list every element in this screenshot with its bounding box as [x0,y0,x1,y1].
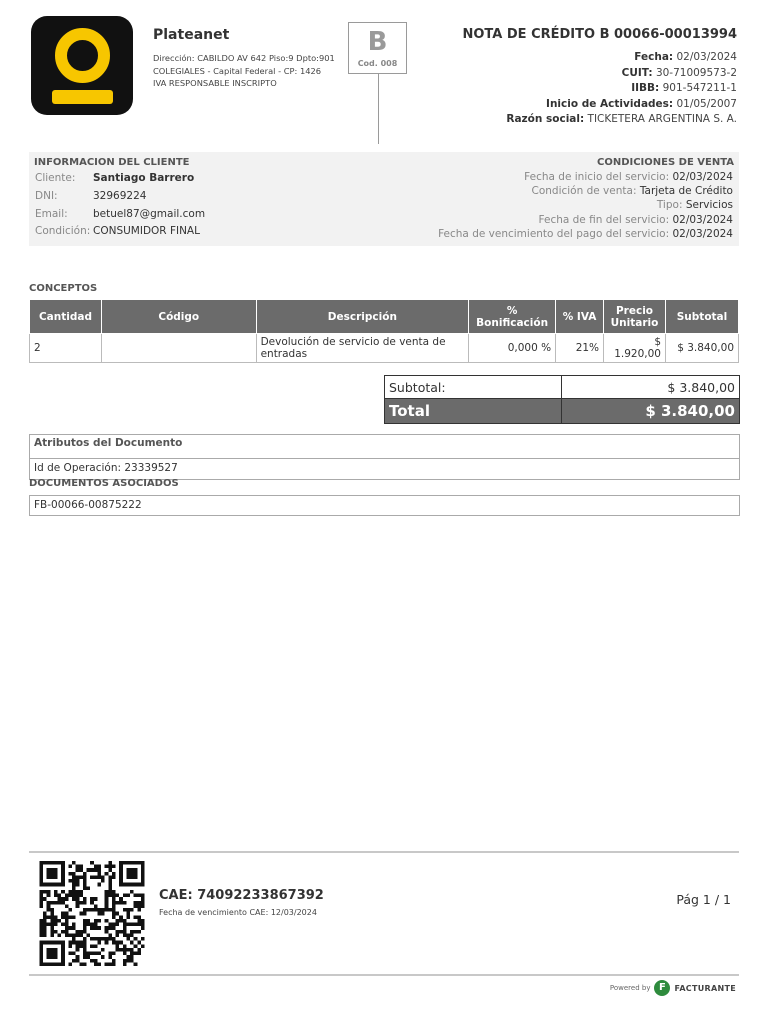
cell-subtotal: $ 3.840,00 [666,334,739,363]
totals-table [384,375,740,424]
company-tax-status: IVA RESPONSABLE INSCRIPTO [153,78,277,88]
cond-row-due: Fecha de vencimiento del pago del servicio: 02/03/2024 [438,228,733,240]
cell-iva: 21% [556,334,604,363]
powered-by [610,980,736,996]
col-descripcion: Descripción [256,300,469,334]
footer-divider-bottom [29,974,739,976]
col-cantidad: Cantidad [30,300,102,334]
cond-row-sale: Condición de venta: Tarjeta de Crédito [531,185,733,197]
facturante-logo-icon: F [654,980,670,996]
concepts-table [29,299,739,363]
cuit-row: CUIT: 30-71009573-2 [621,66,737,79]
client-row-email: Email: betuel87@gmail.com [35,208,206,220]
concepts-title: CONCEPTOS [29,283,98,294]
conditions-title: CONDICIONES DE VENTA [596,157,734,168]
iibb-row: IIBB: 901-547211-1 [631,82,737,94]
client-info-panel [29,152,739,246]
document-title: NOTA DE CRÉDITO B 00066-00013994 [462,27,737,42]
company-details [153,52,335,90]
page-number: Pág 1 / 1 [676,892,731,907]
client-row-dni: DNI: 32969224 [35,190,147,202]
cond-row-end: Fecha de fin del servicio: 02/03/2024 [538,214,733,226]
col-subtotal: Subtotal [666,300,739,334]
cell-codigo [101,334,256,363]
cae-expiry: Fecha de vencimiento CAE: 12/03/2024 [159,908,317,917]
subtotal-label: Subtotal: [385,376,562,399]
operation-id: Id de Operación: 23339527 [34,462,178,474]
company-city: COLEGIALES - Capital Federal - CP: 1426 [153,65,322,76]
col-precio: Precio Unitario [604,300,666,334]
subtotal-row [385,376,740,399]
header-divider [378,74,379,144]
total-label: Total [385,399,562,424]
cell-descripcion: Devolución de servicio de venta de entradas [256,334,469,363]
fecha-row: Fecha: 02/03/2024 [634,51,737,63]
razon-row: Razón social: TICKETERA ARGENTINA S. A. [506,113,737,125]
company-logo-icon [31,16,133,115]
total-amount: $ 3.840,00 [562,399,740,424]
cell-precio: $ 1.920,00 [604,334,666,363]
attributes-title: Atributos del Documento [30,435,739,459]
client-row-condition: Condición: CONSUMIDOR FINAL [35,225,200,237]
col-codigo: Código [101,300,256,334]
logo-bar [52,90,113,104]
cell-cantidad: 2 [30,334,102,363]
concepts-header-row [30,300,739,334]
cond-row-type: Tipo: Servicios [656,199,733,211]
table-row [30,334,739,363]
cae-number: CAE: 74092233867392 [159,888,324,903]
facturante-brand: FACTURANTE [674,983,736,993]
footer-divider-top [29,851,739,853]
invoice-type-box [348,22,407,74]
associated-title: DOCUMENTOS ASOCIADOS [29,478,179,489]
document-meta [506,50,737,128]
invoice-type-letter: B [367,27,388,57]
logo-ring [55,28,110,83]
associated-document: FB-00066-00875222 [29,495,740,516]
col-bonificacion: % Bonificación [469,300,556,334]
powered-by-label: Powered by [609,984,651,992]
total-row [385,399,740,424]
inicio-row: Inicio de Actividades: 01/05/2007 [546,97,737,110]
cell-bonificacion: 0,000 % [469,334,556,363]
cond-row-start: Fecha de inicio del servicio: 02/03/2024 [524,171,733,183]
company-address: Dirección: CABILDO AV 642 Piso:9 Dpto:901 [153,53,335,63]
subtotal-amount: $ 3.840,00 [562,376,740,399]
qr-code-icon [38,861,146,966]
client-row-name: Cliente: Santiago Barrero [35,172,195,184]
company-name: Plateanet [153,27,230,43]
col-iva: % IVA [556,300,604,334]
attributes-panel [29,434,740,480]
client-title: INFORMACION DEL CLIENTE [34,157,190,168]
invoice-type-code: Cod. 008 [357,59,398,68]
